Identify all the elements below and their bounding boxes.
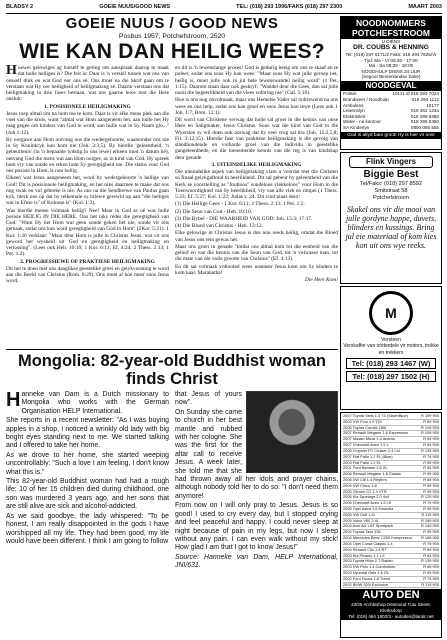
car-name: 2005 Citroen C2 1.4 VTR [343, 489, 387, 494]
car-name: 2004 Toyota Tazz 130 [343, 530, 381, 535]
page-number: BLADSY 2 [6, 4, 34, 10]
ad-doctor-name: DR. COUBS & HENNING [353, 44, 429, 52]
ad-line: Tel: (018) 297 5171/2 Faks: 018 294 7925/Vr [345, 52, 437, 58]
section-heading: 2. PROGRESSIEWE OF PRAKTIESE HEILIGMAKING [20, 258, 155, 265]
ad-name: Versteen [381, 337, 401, 343]
article-column-2 [175, 65, 338, 286]
car-price: R 149 900 [421, 523, 439, 529]
car-name: 2002 Ford Focus 1.8 Trend [343, 576, 390, 581]
row-tel: 018 293 1112 [411, 97, 439, 103]
row-tel: 0800 055 555 [410, 125, 439, 130]
car-price: R 199 900 [421, 413, 439, 418]
paragraph: en dit is 'n lewenslange proses! God is gedurig besig om ons te skaaf en te poleer, sodat ons soos Hy kan wees: "Maar soos Hy wat julle geroep het, heilig is, moet julle ook in jul hele lewenswandel heilig word" (1 Pet. 1:15). Daarom staan daar ook geskryf: "Wandel deur die Gees, dan sal julle nooit die begeerlikheid van die vlees volbring nie" (Gal. 5:16). [175, 65, 338, 96]
page-header-bar [6, 4, 442, 14]
list-item: (3) Die Bybel - DIE WAARHEID VAN GOD: Joh. 15:3; 17:17. [175, 215, 313, 222]
car-name: 2003 Toyota Hilux 2.7 Raider [343, 559, 393, 564]
row-tel: 018 299 5350 [410, 113, 439, 119]
row-tel: 10177 [426, 102, 439, 108]
car-name: 2006 Toyota Corolla 180i [343, 425, 386, 430]
car-price: R 139 900 [421, 447, 439, 453]
section-heading: 3. UITEINDELIKE HEILIGMAKING [211, 161, 302, 168]
ad-brand: NOODNOMMERS POTCHEFSTROOM [341, 17, 441, 39]
car-name: 2005 Opel Astra 1.6 Essentia [343, 507, 394, 511]
ad-title-small: Flink Vingers [349, 156, 433, 168]
car-price: R 59 900 [423, 529, 439, 535]
ad-line: NOODHULP DIENS 24 UUR [361, 68, 421, 74]
car-price: R 169 900 [421, 535, 439, 541]
auto-den-ad [340, 412, 442, 638]
ad-logo-icon: M [369, 291, 413, 335]
ad-band: NOODGEVAL [341, 81, 441, 91]
row-tel: 018 462 1234 [410, 108, 439, 114]
ad-address: Smitstraat 58 [374, 188, 408, 194]
list-item: (4) Die Bloed van Christus - Heb. 13:12. [175, 223, 263, 229]
car-name: 2006 Chrysler PT Cruiser 2.4 Ltd [343, 448, 400, 453]
biggie-best-ad [340, 152, 442, 284]
ad-town: Potchefstroom [372, 195, 410, 201]
car-name: 2007 Toyota Yaris 1.3 T3 (Silver/Blue) [343, 414, 409, 418]
car-name: 2005 Kia Sportage 2.0 4x4 [343, 495, 390, 500]
row-tel: 10111 of 018 293 7024 [392, 91, 439, 97]
car-name: 2003 Hyundai Getz 1.6 GL [343, 570, 390, 575]
list-item: (2) Die Seun van God - Heb. 10:10. [175, 208, 253, 215]
ad-row [341, 125, 441, 131]
car-price: R 129 900 [421, 494, 439, 500]
row-name: Brandweer / Noodhulp [343, 97, 389, 103]
main-article [6, 16, 338, 346]
paper-phone: TEL: (018) 293 1996/FAKS (018) 297 2300 [236, 4, 343, 10]
row-name: Ambulans [343, 102, 364, 108]
car-name: 2004 Mercedes Benz C200 Kompressor [343, 536, 413, 541]
car-name: 2007 Nissan Micra 1.4 Acenta [343, 437, 395, 442]
article-headline: Mongolia: 82-year-old Buddhist woman finds Christ [6, 349, 338, 388]
car-name: 2002 BMW 320i Exclusive [343, 582, 389, 587]
paragraph: Dit het te doen met ons daaglikse geestelike groei en gelykvorming te word aan die Beeld van Christus (Rom. 8:29). Ons moet al hoe meer soos Jesus word, [6, 265, 169, 285]
issue-date: MAART 2003 [408, 4, 442, 10]
car-price: R 79 900 [423, 540, 439, 546]
byline: Die Here Kom! [304, 277, 338, 283]
car-price: R 74 900 [423, 453, 439, 459]
car-price: R 94 900 [423, 436, 439, 442]
car-name: 2006 Renault Megane 1.6 Classic [343, 472, 402, 477]
article-column-1 [6, 391, 169, 572]
paragraph: anneke van Dam is a Dutch missionary to Mongolia who works with the German Organisation HELP International. [21, 391, 169, 415]
car-price: R 109 900 [421, 430, 439, 436]
car-price: R 119 900 [421, 511, 439, 517]
ad-tag: (Segoor Binnenlandse Sake) [361, 74, 421, 80]
car-price: R 99 900 [423, 471, 439, 477]
paragraph: She reports in a recent newsletter: "As I was buying apples in a shop, I noticed a wrinkly old lady with big bright eyes standing next to me. We started talking and I offered to take her home. [6, 417, 169, 450]
masthead-title: GOEIE NUUS / GOOD NEWS [65, 16, 279, 32]
car-name: 2004 Audi A4 1.8T Sportpack [343, 524, 394, 529]
car-price: R 64 900 [423, 552, 439, 558]
car-price: R 99 900 [423, 506, 439, 511]
car-name: 2004 Opel Corsa Classic 1.4 [343, 541, 393, 546]
car-name: 2004 VW Chico 1.4i [343, 483, 378, 488]
car-price: R 54 900 [423, 465, 439, 471]
paragraph: Hoe is ons nog onvolmaak, maar ons Hemelse Vader sal tydriewend na ons wees en ons help, sodat ons kan groei en soos Jesus kan lewe (Lees ook 1 Joh. 1:7; Rom. 12:1). [175, 97, 338, 116]
car-name: 2003 VW Polo 1.4 Comfortline [343, 565, 396, 570]
car-list [341, 413, 441, 589]
paragraph: Dit word van Christene verwag dat hulle sal groei in die kennis van onse Here en Saligmaker, Jesus Christus. Soos wat die kind van God in die Wyersien sy wil doen ook oorwag dat hy veel vrug sal dra (Joh. 15:2,5,8; Fil. 3:12,15). Hierdie fase van praktiese heiligmaking is die gevolg van standhoudende en volharde groei van die individu in geestelike gangeleenthede, en die toenemende kennis van die reg is van kindskap deur genade. [175, 117, 338, 161]
paragraph: oewel gelowiges ag hulself te gering om aanspraak daarop te maak dat hulle heiliges is? Die feit is: Daar is 'n verskil tussen wat ons van onsself dink en wat God oor ons sê. Ons moet na die Skrif gaan om te verstaan wat Hy oor heiligheid of heiligmaking sê. Daarin verstaan ons dat heiligmaking in drie fases bestaan, wat ons gaarne lewe mot die Here onsluit: [6, 65, 169, 103]
row-name: Polisie [343, 91, 357, 97]
car-price: R 189 900 [421, 517, 439, 523]
car-price: R 99 900 [423, 488, 439, 494]
car-price: R 84 900 [423, 442, 439, 448]
ad-phone: Tel/Faks: (018) 297 8592 [360, 181, 422, 187]
list-item: (1) Die Heilige Gees - 1 Kor. 6:11; 2 Thess. 2:13; 1 Pet. 1:2. [175, 201, 305, 208]
car-name: 2003 Kia Picanto 1.1 LX [343, 553, 385, 558]
source-credit: Source: Hanneke van Dam, HELP International, JNI/631. [175, 553, 338, 570]
car-price: R 69 900 [423, 546, 439, 552]
paragraph: Was hierdie mense volmaak heilig? Nee! Maar in God se oë was hulle posisie HEILIG IN DIE HERE. Ons het niks rédés die geregtigheid van God: "Want Hy het Hom wat geen sonde geken het nie, sonde vir ons gemaak, sodat ons kan word geregtigheid van God in Hom" (2Kor. 5:21). 1 Kor. 1:30 verklaar: "Maar deur Hom is julle in Christus Jesus, wat vir ons geword het wysheid uit God en geregtigheid en heiligmaking en verlossing". (Lees ook Heb. 10:10; 1 Kor. 6:11; Ef. 4:24; 2 Thess. 2:13; 1 Pet. 1:2). [6, 207, 169, 258]
car-name: 2005 VW Golf 1.6i [343, 512, 375, 517]
car-price: R 59 900 [423, 482, 439, 488]
car-name: 2007 Chevrolet Aveo 1.5 L [343, 443, 389, 448]
ad-line: Tyd: Ma - Vr 08:30 - 17:00 [364, 57, 418, 63]
paragraph: Elkeen wat Jesus aangeneem het, word by wedergeboorte 'n heilige van God! Dit is posisionele heiligmaking, en het niks daarmee te make dat ons nog swak en vol gebreke is nie. As ons na die Sendbrewe van Paulus gaan kyk, merk ons op dat hy telkemale sy briewe gerewld op aan "die heiliges wat in Efese is" of Kolosse is" (Kol. 1:2). [6, 175, 169, 207]
paragraph: Die uiteindelike aspek van heiligmaking vlam u voordat met die Christen so finaal gelykgaftond in heerlikheid. Dit sal gebeur by geleentheid van die Kerk se voorstelling as "foutloos" sondeloos vlekkeloos" voor Hom in die Toenwoordighied van Sy heerlikheid, vry van alle vlek en rimpel (1 Thess. 5:23; Ef. 5:27; Kol. 1:22; Judas v. 24. Dit vind plaas deur: [175, 169, 338, 200]
row-name: Lewenslyn [343, 108, 365, 114]
article-headline: WIE KAN DAN HEILIG WEES? [19, 40, 325, 63]
paragraph: From now on I will only pray to Jesus. Jesus is so good! I used to cry every day, but I stopped crying and feel peaceful and happy. I could never sleep at night because of pain in my legs, but now I sleep without any pain. I can even walk without my stick! How glad I am that I got to know Jesus!" [175, 502, 338, 552]
article-column-1 [6, 65, 169, 286]
ad-address: 23/25 Archbishop Desmond Tutu Street, Klerksdorp [341, 602, 441, 614]
row-name: SA Kinderlyn [343, 125, 370, 130]
row-name: Elektrisiteit [343, 113, 366, 119]
advert-column [340, 16, 442, 636]
car-name: 2004 Renault Clio 1.4 RT [343, 547, 387, 552]
car-price: R 109 900 [421, 424, 439, 430]
motor-parts-ad [340, 286, 442, 410]
car-price: R 119 900 [421, 581, 439, 587]
ad-contact: Tel: (018) 464 1802/3 - autoden@lantic.net [341, 614, 441, 620]
paragraph: As we drove to her home, she started weeping uncontrollably: "Such a love I am feeling, I don't know what this is." [6, 451, 169, 476]
car-name: 2003 VW Polo 1.9 TDI [343, 419, 382, 424]
ad-logo: AUTO DEN [341, 589, 441, 602]
car-listing-row [343, 583, 439, 589]
car-name: 2007 Renault Megane 1.6 Expression [343, 431, 409, 436]
paragraph: As we said goodbye, the lady whispered: "To be honest, I am really disappointed in the gods I have worshipped all my life. They had been good, my life would have been different. I think I am going to follow [6, 512, 169, 545]
article-column-2 [175, 391, 338, 572]
car-name: 2003 Fiat Palio 1.2 EL [343, 460, 382, 465]
masthead-address: Posbus 1957, Potchefstroom, 2520 [118, 33, 226, 40]
emergency-numbers-ad [340, 16, 442, 150]
ad-footer: God is altyd baie groot! Hy is hier vir ons! [341, 132, 441, 139]
paragraph: Maar ons groei in genade "totdat ons almal kom tot die eenheid van die geloof en van die kennis van die Seun van God, tot 'n volwasse man, tot die mate van die volle grootte van Christus" (Ef. 4:13). [175, 243, 338, 263]
car-name: 2006 VW Citi 1.4 Rhythm [343, 477, 387, 482]
ad-line: Ma - Sa 08:30 - 18:00 [368, 63, 414, 69]
car-name: 2001 Ford Bantam 1.6 XL [343, 466, 388, 471]
ad-sub: U DIENS [381, 39, 401, 44]
ad-title: Biggie Best [363, 169, 419, 180]
paragraph: Elke gelowige in Christus Jesus is dus nou reeds heilig, omdat die Bloed van Jesus ons rein gewas het. [175, 230, 338, 243]
car-name: 2007 Fiat Palio 1.2 EL (Blue) [343, 454, 393, 459]
paragraph: This 82-year-old Buddhist woman had had a rough life: 10 of her 15 children died during childhood, one son was murdered 3 years ago, and her sons that are still alive are sick and alcohol-addicted. [6, 478, 169, 511]
paragraph: that Jesus of yours now". [175, 391, 242, 407]
car-price: R 59 900 [423, 459, 439, 465]
car-price: R 69 900 [423, 564, 439, 570]
ad-phone: Tel: (018) 293 1467 (W) [346, 358, 436, 369]
car-price: R 69 900 [423, 476, 439, 482]
ad-body: Skakel ons vir die mooi van julle gordyne happe, duvets, blinders en kussings. Bring jul eie materiaal of kom kies kon uit ons wye reeks. [345, 205, 437, 250]
paragraph: En dit sal volmaak voltooied wees wanneer Jesus kom om Sy kinders te kom haal. Maranatha! [175, 263, 338, 276]
drop-cap: H [6, 389, 21, 411]
car-price: R 79 900 [423, 500, 439, 506]
section-heading: 1. POSISIONELE HEILIGMAKING [44, 103, 131, 110]
car-name: 2005 Volvo V50 2.4i [343, 518, 378, 523]
paragraph: Jesus roep almal om na hom toe te kom. Daar is vir elke mens plek aan die voet van die kruis, want "almal wat Hom aangeneem het, aan hulle het Hy mag gegee om kinders van God te word, aan hulle wat in Sy Naam glo..." (Joh 1:12). [6, 110, 169, 136]
car-price: R 89 900 [423, 418, 439, 424]
car-price: R 74 900 [423, 575, 439, 581]
row-tel: 018 299 5350 [410, 119, 439, 125]
car-price: R 69 900 [423, 569, 439, 575]
paragraph: On Sunday she came to church in her best mantle and rubbed with her cologne. She was the first for the altar call to receive Jesus. A week later, she told me that she had thrown away all her idols and prayer chains, although nobody told her to do so. "I don't need them anymore! [175, 408, 338, 500]
mongolia-article [6, 349, 338, 637]
ad-body: Verskaffer van onderdele vir motors, trokke en trekkers [343, 343, 439, 356]
row-name: Water - na kantoor [343, 119, 381, 125]
car-price: R 139 900 [421, 558, 439, 564]
woman-photo [246, 391, 338, 473]
car-name: 2005 Chevrolet Aveo 1.5 LS [343, 501, 392, 506]
ad-phone: Tel: (018) 297 1502 (H) [346, 371, 436, 382]
paragraph: By oorgawe aan Hom ontvang ons die wedergeboorte, waarsonder ons nie in Sy Koninkryk kan kom nie (Joh. 3:3,5). By hierdie 'geleentheid, 'n gebeurtenis' (in 'n bepaalde tydstip in ons lewe) erkeen mod 'n datum hê), ontvang God die mens wat aan Hom oorgee, as in kind van God. Hy spreek hom vry van sonde en reken hom Sy geregtigheid toe. Die status voor God ons posisie in Hom, is nou heilig. [6, 136, 169, 174]
paper-name: GOEIE NUUS/GOOD NEWS [99, 4, 171, 10]
drop-cap: H [6, 63, 17, 78]
